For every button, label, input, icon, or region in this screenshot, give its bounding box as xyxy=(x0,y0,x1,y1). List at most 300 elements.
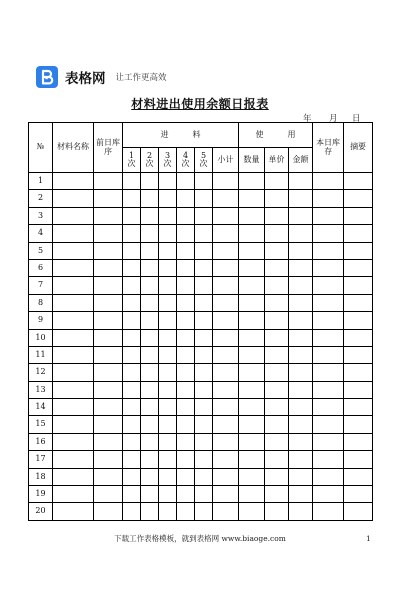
table-cell[interactable] xyxy=(313,416,344,433)
table-cell[interactable] xyxy=(141,486,159,503)
table-cell[interactable] xyxy=(94,173,123,190)
table-cell[interactable] xyxy=(123,207,141,224)
table-cell[interactable] xyxy=(94,277,123,294)
table-cell[interactable] xyxy=(141,225,159,242)
table-cell[interactable] xyxy=(195,242,213,259)
brand-name: 表格网 xyxy=(65,71,106,87)
table-cell[interactable] xyxy=(53,451,94,468)
row-number: 4 xyxy=(29,225,53,242)
table-cell[interactable] xyxy=(289,451,313,468)
table-cell[interactable] xyxy=(195,399,213,416)
table-cell[interactable] xyxy=(141,451,159,468)
table-cell[interactable] xyxy=(239,364,265,381)
table-cell[interactable] xyxy=(177,190,195,207)
table-cell[interactable] xyxy=(213,277,239,294)
table-cell[interactable] xyxy=(123,416,141,433)
table-cell[interactable] xyxy=(159,468,177,485)
table-cell[interactable] xyxy=(159,433,177,450)
table-cell[interactable] xyxy=(141,312,159,329)
table-row xyxy=(29,503,373,520)
table-row xyxy=(29,207,373,224)
table-cell[interactable] xyxy=(177,259,195,276)
table-cell[interactable] xyxy=(123,381,141,398)
table-cell[interactable] xyxy=(159,190,177,207)
table-cell[interactable] xyxy=(53,329,94,346)
row-number: 17 xyxy=(29,451,53,468)
table-cell[interactable] xyxy=(141,190,159,207)
table-cell[interactable] xyxy=(239,433,265,450)
table-cell[interactable] xyxy=(313,242,344,259)
table-cell[interactable] xyxy=(213,190,239,207)
table-cell[interactable] xyxy=(313,451,344,468)
table-cell[interactable] xyxy=(313,190,344,207)
table-cell[interactable] xyxy=(159,259,177,276)
table-cell[interactable] xyxy=(123,242,141,259)
table-cell[interactable] xyxy=(289,503,313,520)
table-cell[interactable] xyxy=(177,364,195,381)
table-cell[interactable] xyxy=(177,312,195,329)
table-cell[interactable] xyxy=(123,503,141,520)
table-cell[interactable] xyxy=(313,503,344,520)
table-cell[interactable] xyxy=(123,277,141,294)
table-cell[interactable] xyxy=(195,416,213,433)
table-cell[interactable] xyxy=(313,468,344,485)
table-cell[interactable] xyxy=(265,173,289,190)
table-cell[interactable] xyxy=(141,329,159,346)
table-row xyxy=(29,399,373,416)
table-cell[interactable] xyxy=(265,312,289,329)
table-cell[interactable] xyxy=(313,207,344,224)
table-cell[interactable] xyxy=(159,294,177,311)
table-cell[interactable] xyxy=(53,486,94,503)
table-cell[interactable] xyxy=(344,190,373,207)
table-cell[interactable] xyxy=(344,312,373,329)
table-cell[interactable] xyxy=(177,399,195,416)
table-cell[interactable] xyxy=(53,312,94,329)
table-cell[interactable] xyxy=(213,486,239,503)
table-cell[interactable] xyxy=(141,503,159,520)
table-cell[interactable] xyxy=(123,173,141,190)
table-cell[interactable] xyxy=(344,242,373,259)
table-cell[interactable] xyxy=(289,329,313,346)
table-cell[interactable] xyxy=(313,381,344,398)
table-cell[interactable] xyxy=(313,173,344,190)
table-cell[interactable] xyxy=(265,329,289,346)
row-number: 5 xyxy=(29,242,53,259)
table-cell[interactable] xyxy=(141,381,159,398)
table-cell[interactable] xyxy=(313,486,344,503)
table-cell[interactable] xyxy=(289,242,313,259)
table-cell[interactable] xyxy=(53,399,94,416)
table-cell[interactable] xyxy=(177,173,195,190)
table-cell[interactable] xyxy=(123,312,141,329)
table-cell[interactable] xyxy=(53,294,94,311)
table-cell[interactable] xyxy=(265,346,289,363)
table-cell[interactable] xyxy=(195,451,213,468)
table-cell[interactable] xyxy=(159,312,177,329)
table-cell[interactable] xyxy=(177,207,195,224)
table-cell[interactable] xyxy=(265,364,289,381)
table-cell[interactable] xyxy=(239,173,265,190)
table-cell[interactable] xyxy=(195,503,213,520)
row-number: 20 xyxy=(29,503,53,520)
table-cell[interactable] xyxy=(159,346,177,363)
table-cell[interactable] xyxy=(123,190,141,207)
header-summary: 摘要 xyxy=(344,123,373,173)
table-cell[interactable] xyxy=(344,364,373,381)
table-cell[interactable] xyxy=(265,486,289,503)
table-cell[interactable] xyxy=(195,364,213,381)
table-cell[interactable] xyxy=(239,503,265,520)
table-cell[interactable] xyxy=(53,364,94,381)
table-cell[interactable] xyxy=(141,207,159,224)
table-cell[interactable] xyxy=(313,294,344,311)
table-cell[interactable] xyxy=(159,451,177,468)
table-row xyxy=(29,346,373,363)
table-cell[interactable] xyxy=(265,277,289,294)
table-cell[interactable] xyxy=(265,190,289,207)
table-cell[interactable] xyxy=(141,468,159,485)
table-cell[interactable] xyxy=(265,433,289,450)
table-cell[interactable] xyxy=(289,433,313,450)
table-cell[interactable] xyxy=(289,277,313,294)
table-cell[interactable] xyxy=(195,468,213,485)
table-cell[interactable] xyxy=(313,364,344,381)
table-cell[interactable] xyxy=(195,259,213,276)
table-cell[interactable] xyxy=(239,416,265,433)
table-cell[interactable] xyxy=(239,312,265,329)
table-cell[interactable] xyxy=(213,259,239,276)
table-cell[interactable] xyxy=(344,381,373,398)
table-row xyxy=(29,468,373,485)
table-cell[interactable] xyxy=(213,399,239,416)
table-cell[interactable] xyxy=(177,277,195,294)
table-cell[interactable] xyxy=(94,242,123,259)
table-cell[interactable] xyxy=(265,259,289,276)
table-cell[interactable] xyxy=(141,433,159,450)
table-cell[interactable] xyxy=(141,416,159,433)
table-cell[interactable] xyxy=(344,294,373,311)
table-cell[interactable] xyxy=(289,399,313,416)
table-cell[interactable] xyxy=(195,225,213,242)
page-title: 材料进出使用余额日报表 xyxy=(131,97,269,111)
table-cell[interactable] xyxy=(159,486,177,503)
table-cell[interactable] xyxy=(94,259,123,276)
table-cell[interactable] xyxy=(313,433,344,450)
table-cell[interactable] xyxy=(213,173,239,190)
table-cell[interactable] xyxy=(289,346,313,363)
row-number: 13 xyxy=(29,381,53,398)
table-cell[interactable] xyxy=(265,399,289,416)
table-cell[interactable] xyxy=(239,190,265,207)
header-use-qty: 数量 xyxy=(239,148,265,173)
table-cell[interactable] xyxy=(53,207,94,224)
table-cell[interactable] xyxy=(177,329,195,346)
table-cell[interactable] xyxy=(123,225,141,242)
table-cell[interactable] xyxy=(94,294,123,311)
table-cell[interactable] xyxy=(94,346,123,363)
table-cell[interactable] xyxy=(289,207,313,224)
table-cell[interactable] xyxy=(159,277,177,294)
table-cell[interactable] xyxy=(213,416,239,433)
table-cell[interactable] xyxy=(53,277,94,294)
table-cell[interactable] xyxy=(344,468,373,485)
table-cell[interactable] xyxy=(289,294,313,311)
table-cell[interactable] xyxy=(213,329,239,346)
table-cell[interactable] xyxy=(141,294,159,311)
table-cell[interactable] xyxy=(141,259,159,276)
table-cell[interactable] xyxy=(239,259,265,276)
table-cell[interactable] xyxy=(239,399,265,416)
date-month-label: 月 xyxy=(329,114,338,124)
header-material-name: 材料名称 xyxy=(53,123,94,173)
table-cell[interactable] xyxy=(195,207,213,224)
table-cell[interactable] xyxy=(141,346,159,363)
table-cell[interactable] xyxy=(313,259,344,276)
table-cell[interactable] xyxy=(177,451,195,468)
table-cell[interactable] xyxy=(265,451,289,468)
header-in-4: 4 次 xyxy=(177,148,195,173)
table-cell[interactable] xyxy=(265,468,289,485)
table-cell[interactable] xyxy=(159,503,177,520)
row-number: 12 xyxy=(29,364,53,381)
table-cell[interactable] xyxy=(313,277,344,294)
table-cell[interactable] xyxy=(159,399,177,416)
table-cell[interactable] xyxy=(344,503,373,520)
table-cell[interactable] xyxy=(94,207,123,224)
table-cell[interactable] xyxy=(53,346,94,363)
table-cell[interactable] xyxy=(289,173,313,190)
table-cell[interactable] xyxy=(195,173,213,190)
table-cell[interactable] xyxy=(239,242,265,259)
table-cell[interactable] xyxy=(344,433,373,450)
table-cell[interactable] xyxy=(195,277,213,294)
table-row xyxy=(29,381,373,398)
brand-slogan: 让工作更高效 xyxy=(115,73,167,83)
table-cell[interactable] xyxy=(265,503,289,520)
header-in-1: 1 次 xyxy=(123,148,141,173)
table-cell[interactable] xyxy=(195,346,213,363)
table-cell[interactable] xyxy=(123,259,141,276)
row-number: 7 xyxy=(29,277,53,294)
table-cell[interactable] xyxy=(289,225,313,242)
table-cell[interactable] xyxy=(289,364,313,381)
table-cell[interactable] xyxy=(141,399,159,416)
table-cell[interactable] xyxy=(195,329,213,346)
table-cell[interactable] xyxy=(53,225,94,242)
table-cell[interactable] xyxy=(344,173,373,190)
row-number: 14 xyxy=(29,399,53,416)
table-cell[interactable] xyxy=(177,468,195,485)
table-cell[interactable] xyxy=(177,503,195,520)
table-cell[interactable] xyxy=(313,312,344,329)
table-cell[interactable] xyxy=(141,242,159,259)
table-cell[interactable] xyxy=(123,486,141,503)
table-cell[interactable] xyxy=(159,173,177,190)
table-cell[interactable] xyxy=(94,329,123,346)
table-cell[interactable] xyxy=(53,381,94,398)
table-cell[interactable] xyxy=(177,294,195,311)
table-cell[interactable] xyxy=(94,433,123,450)
table-cell[interactable] xyxy=(289,468,313,485)
table-cell[interactable] xyxy=(344,277,373,294)
table-cell[interactable] xyxy=(159,416,177,433)
table-cell[interactable] xyxy=(53,416,94,433)
table-cell[interactable] xyxy=(344,329,373,346)
table-row xyxy=(29,259,373,276)
table-cell[interactable] xyxy=(344,416,373,433)
table-cell[interactable] xyxy=(53,468,94,485)
table-cell[interactable] xyxy=(239,277,265,294)
table-cell[interactable] xyxy=(177,416,195,433)
table-cell[interactable] xyxy=(123,399,141,416)
table-cell[interactable] xyxy=(94,312,123,329)
table-cell[interactable] xyxy=(53,190,94,207)
table-cell[interactable] xyxy=(289,486,313,503)
table-cell[interactable] xyxy=(195,381,213,398)
table-cell[interactable] xyxy=(213,346,239,363)
table-cell[interactable] xyxy=(313,225,344,242)
row-number: 6 xyxy=(29,259,53,276)
table-cell[interactable] xyxy=(141,277,159,294)
table-cell[interactable] xyxy=(159,225,177,242)
table-cell[interactable] xyxy=(94,416,123,433)
table-cell[interactable] xyxy=(344,486,373,503)
brand xyxy=(36,66,167,88)
table-cell[interactable] xyxy=(94,451,123,468)
table-cell[interactable] xyxy=(53,242,94,259)
table-cell[interactable] xyxy=(213,381,239,398)
table-cell[interactable] xyxy=(123,364,141,381)
table-cell[interactable] xyxy=(289,312,313,329)
header-in-5: 5 次 xyxy=(195,148,213,173)
table-cell[interactable] xyxy=(239,207,265,224)
table-cell[interactable] xyxy=(177,433,195,450)
table-cell[interactable] xyxy=(239,468,265,485)
table-cell[interactable] xyxy=(213,225,239,242)
table-cell[interactable] xyxy=(265,242,289,259)
table-cell[interactable] xyxy=(94,364,123,381)
table-cell[interactable] xyxy=(344,346,373,363)
table-cell[interactable] xyxy=(94,486,123,503)
table-cell[interactable] xyxy=(53,433,94,450)
table-cell[interactable] xyxy=(123,294,141,311)
table-cell[interactable] xyxy=(265,381,289,398)
table-row xyxy=(29,364,373,381)
table-cell[interactable] xyxy=(239,486,265,503)
row-number: 1 xyxy=(29,173,53,190)
table-cell[interactable] xyxy=(265,416,289,433)
table-cell[interactable] xyxy=(53,259,94,276)
table-cell[interactable] xyxy=(213,242,239,259)
table-cell[interactable] xyxy=(123,451,141,468)
table-row xyxy=(29,329,373,346)
date-day-label: 日 xyxy=(352,114,361,124)
table-cell[interactable] xyxy=(177,225,195,242)
table-cell[interactable] xyxy=(159,364,177,381)
table-cell[interactable] xyxy=(239,329,265,346)
date-year-label: 年 xyxy=(303,114,312,124)
table-cell[interactable] xyxy=(123,468,141,485)
table-cell[interactable] xyxy=(213,207,239,224)
table-cell[interactable] xyxy=(177,381,195,398)
table-cell[interactable] xyxy=(239,346,265,363)
table-cell[interactable] xyxy=(344,399,373,416)
table-cell[interactable] xyxy=(195,486,213,503)
table-cell[interactable] xyxy=(239,225,265,242)
table-cell[interactable] xyxy=(53,503,94,520)
row-number: 3 xyxy=(29,207,53,224)
table-cell[interactable] xyxy=(213,503,239,520)
table-cell[interactable] xyxy=(344,451,373,468)
table-cell[interactable] xyxy=(94,468,123,485)
header-usage: 使 用 xyxy=(239,123,313,148)
table-cell[interactable] xyxy=(289,190,313,207)
table-cell[interactable] xyxy=(195,433,213,450)
table-cell[interactable] xyxy=(159,242,177,259)
table-cell[interactable] xyxy=(289,259,313,276)
table-cell[interactable] xyxy=(123,346,141,363)
table-cell[interactable] xyxy=(177,242,195,259)
table-cell[interactable] xyxy=(289,416,313,433)
table-cell[interactable] xyxy=(53,173,94,190)
table-cell[interactable] xyxy=(94,399,123,416)
header-in-2: 2 次 xyxy=(141,148,159,173)
table-cell[interactable] xyxy=(159,207,177,224)
table-cell[interactable] xyxy=(239,294,265,311)
table-row xyxy=(29,190,373,207)
table-cell[interactable] xyxy=(213,468,239,485)
table-cell[interactable] xyxy=(123,433,141,450)
table-cell[interactable] xyxy=(239,451,265,468)
table-cell[interactable] xyxy=(94,225,123,242)
row-number: 9 xyxy=(29,312,53,329)
table-cell[interactable] xyxy=(94,503,123,520)
table-cell[interactable] xyxy=(94,381,123,398)
table-cell[interactable] xyxy=(344,207,373,224)
row-number: 18 xyxy=(29,468,53,485)
table-cell[interactable] xyxy=(313,329,344,346)
table-cell[interactable] xyxy=(313,346,344,363)
table-cell[interactable] xyxy=(344,225,373,242)
table-cell[interactable] xyxy=(213,451,239,468)
table-cell[interactable] xyxy=(213,294,239,311)
table-cell[interactable] xyxy=(123,329,141,346)
table-cell[interactable] xyxy=(313,399,344,416)
table-cell[interactable] xyxy=(239,381,265,398)
table-cell[interactable] xyxy=(265,294,289,311)
table-cell[interactable] xyxy=(141,173,159,190)
table-cell[interactable] xyxy=(265,207,289,224)
table-cell[interactable] xyxy=(195,312,213,329)
table-cell[interactable] xyxy=(195,190,213,207)
table-cell[interactable] xyxy=(265,225,289,242)
table-cell[interactable] xyxy=(289,381,313,398)
table-cell[interactable] xyxy=(177,486,195,503)
table-cell[interactable] xyxy=(213,433,239,450)
row-number: 2 xyxy=(29,190,53,207)
table-cell[interactable] xyxy=(213,364,239,381)
table-cell[interactable] xyxy=(159,381,177,398)
table-cell[interactable] xyxy=(344,259,373,276)
table-cell[interactable] xyxy=(213,312,239,329)
table-row xyxy=(29,277,373,294)
table-cell[interactable] xyxy=(141,364,159,381)
table-cell[interactable] xyxy=(195,294,213,311)
table-cell[interactable] xyxy=(177,346,195,363)
table-cell[interactable] xyxy=(159,329,177,346)
table-cell[interactable] xyxy=(94,190,123,207)
